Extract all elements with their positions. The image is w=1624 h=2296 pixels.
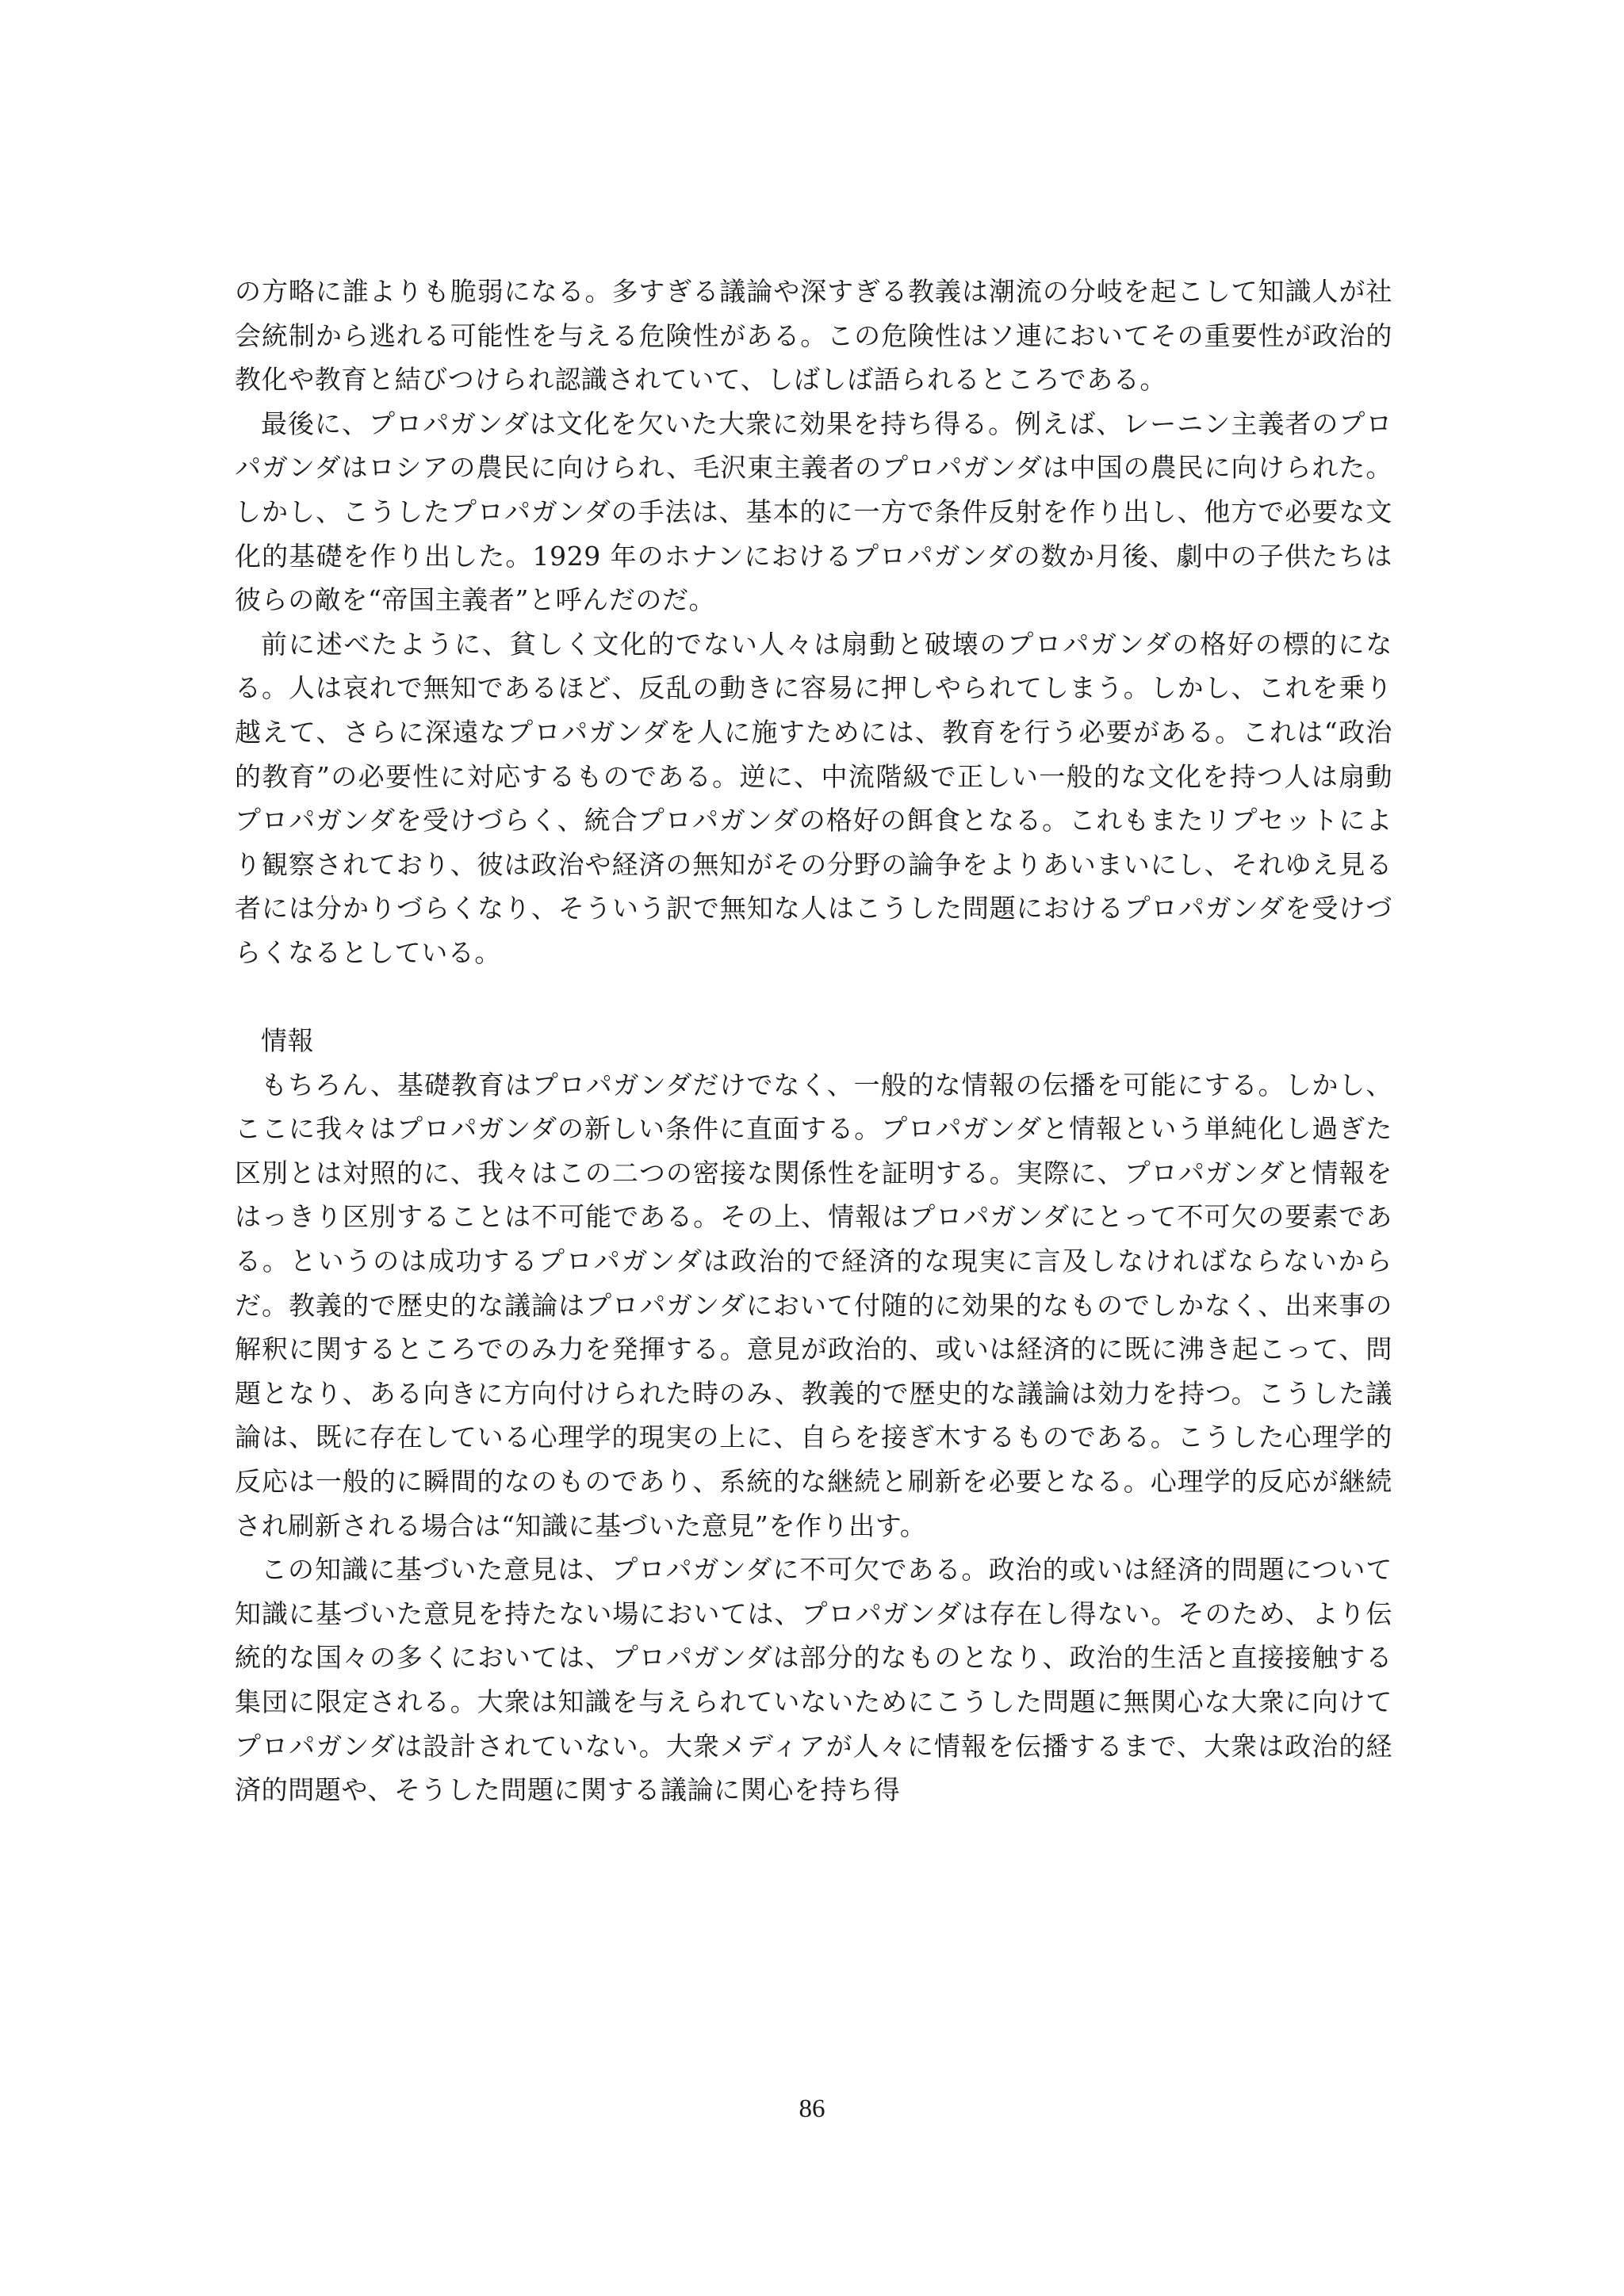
document-body [235,270,1392,1812]
paragraph: 前に述べたように、貧しく文化的でない人々は扇動と破壊のプロパガンダの格好の標的になる。人は哀れで無知であるほど、反乱の動きに容易に押しやられてしまう。しかし、これを乗り越えて、さらに深遠なプロパガンダを人に施すためには、教育を行う必要がある。これは“政治的教育”の必要性に対応するものである。逆に、中流階級で正しい一般的な文化を持つ人は扇動プロパガンダを受けづらく、統合プロパガンダの格好の餌食となる。これもまたリプセットにより観察されており、彼は政治や経済の無知がその分野の論争をよりあいまいにし、それゆえ見る者には分かりづらくなり、そういう訳で無知な人はこうした問題におけるプロパガンダを受けづらくなるとしている。 [235,628,1392,968]
paragraph: この知識に基づいた意見は、プロパガンダに不可欠である。政治的或いは経済的問題について知識に基づいた意見を持たない場においては、プロパガンダは存在し得ない。そのため、より伝統的な国々の多くにおいては、プロパガンダは部分的なものとなり、政治的生活と直接接触する集団に限定される。大衆は知識を与えられていないためにこうした問題に無関心な大衆に向けてプロパガンダは設計されていない。大衆メディアが人々に情報を伝播するまで、大衆は政治的経済的問題や、そうした問題に関する議論に関心を持ち得 [235,1554,1392,1806]
paragraph: 最後に、プロパガンダは文化を欠いた大衆に効果を持ち得る。例えば、レーニン主義者のプロパガンダはロシアの農民に向けられ、毛沢東主義者のプロパガンダは中国の農民に向けられた。しかし、こうしたプロパガンダの手法は、基本的に一方で条件反射を作り出し、他方で必要な文化的基礎を作り出した。1929 年のホナンにおけるプロパガンダの数か月後、劇中の子供たちは彼らの敵を“帝国主義者”と呼んだのだ。 [235,408,1392,616]
page-number: 86 [799,2095,825,2123]
paragraph: もちろん、基礎教育はプロパガンダだけでなく、一般的な情報の伝播を可能にする。しかし、ここに我々はプロパガンダの新しい条件に直面する。プロパガンダと情報という単純化し過ぎた区別とは対照的に、我々はこの二つの密接な関係性を証明する。実際に、プロパガンダと情報をはっきり区別することは不可能である。その上、情報はプロパガンダにとって不可欠の要素である。というのは成功するプロパガンダは政治的で経済的な現実に言及しなければならないからだ。教義的で歴史的な議論はプロパガンダにおいて付随的に効果的なものでしかなく、出来事の解釈に関するところでのみ力を発揮する。意見が政治的、或いは経済的に既に沸き起こって、問題となり、ある向きに方向付けられた時のみ、教義的で歴史的な議論は効力を持つ。こうした議論は、既に存在している心理学的現実の上に、自らを接ぎ木するものである。こうした心理学的反応は一般的に瞬間的なのものであり、系統的な継続と刷新を必要となる。心理学的反応が継続され刷新される場合は“知識に基づいた意見”を作り出す。 [235,1069,1392,1541]
section-heading: 情報 [261,1025,315,1057]
paragraph-continued: の方略に誰よりも脆弱になる。多すぎる議論や深すぎる教義は潮流の分岐を起こして知識人が社会統制から逃れる可能性を与える危険性がある。この危険性はソ連においてその重要性が政治的教化や教育と結びつけられ認識されていて、しばしば語られるところである。 [235,276,1392,396]
